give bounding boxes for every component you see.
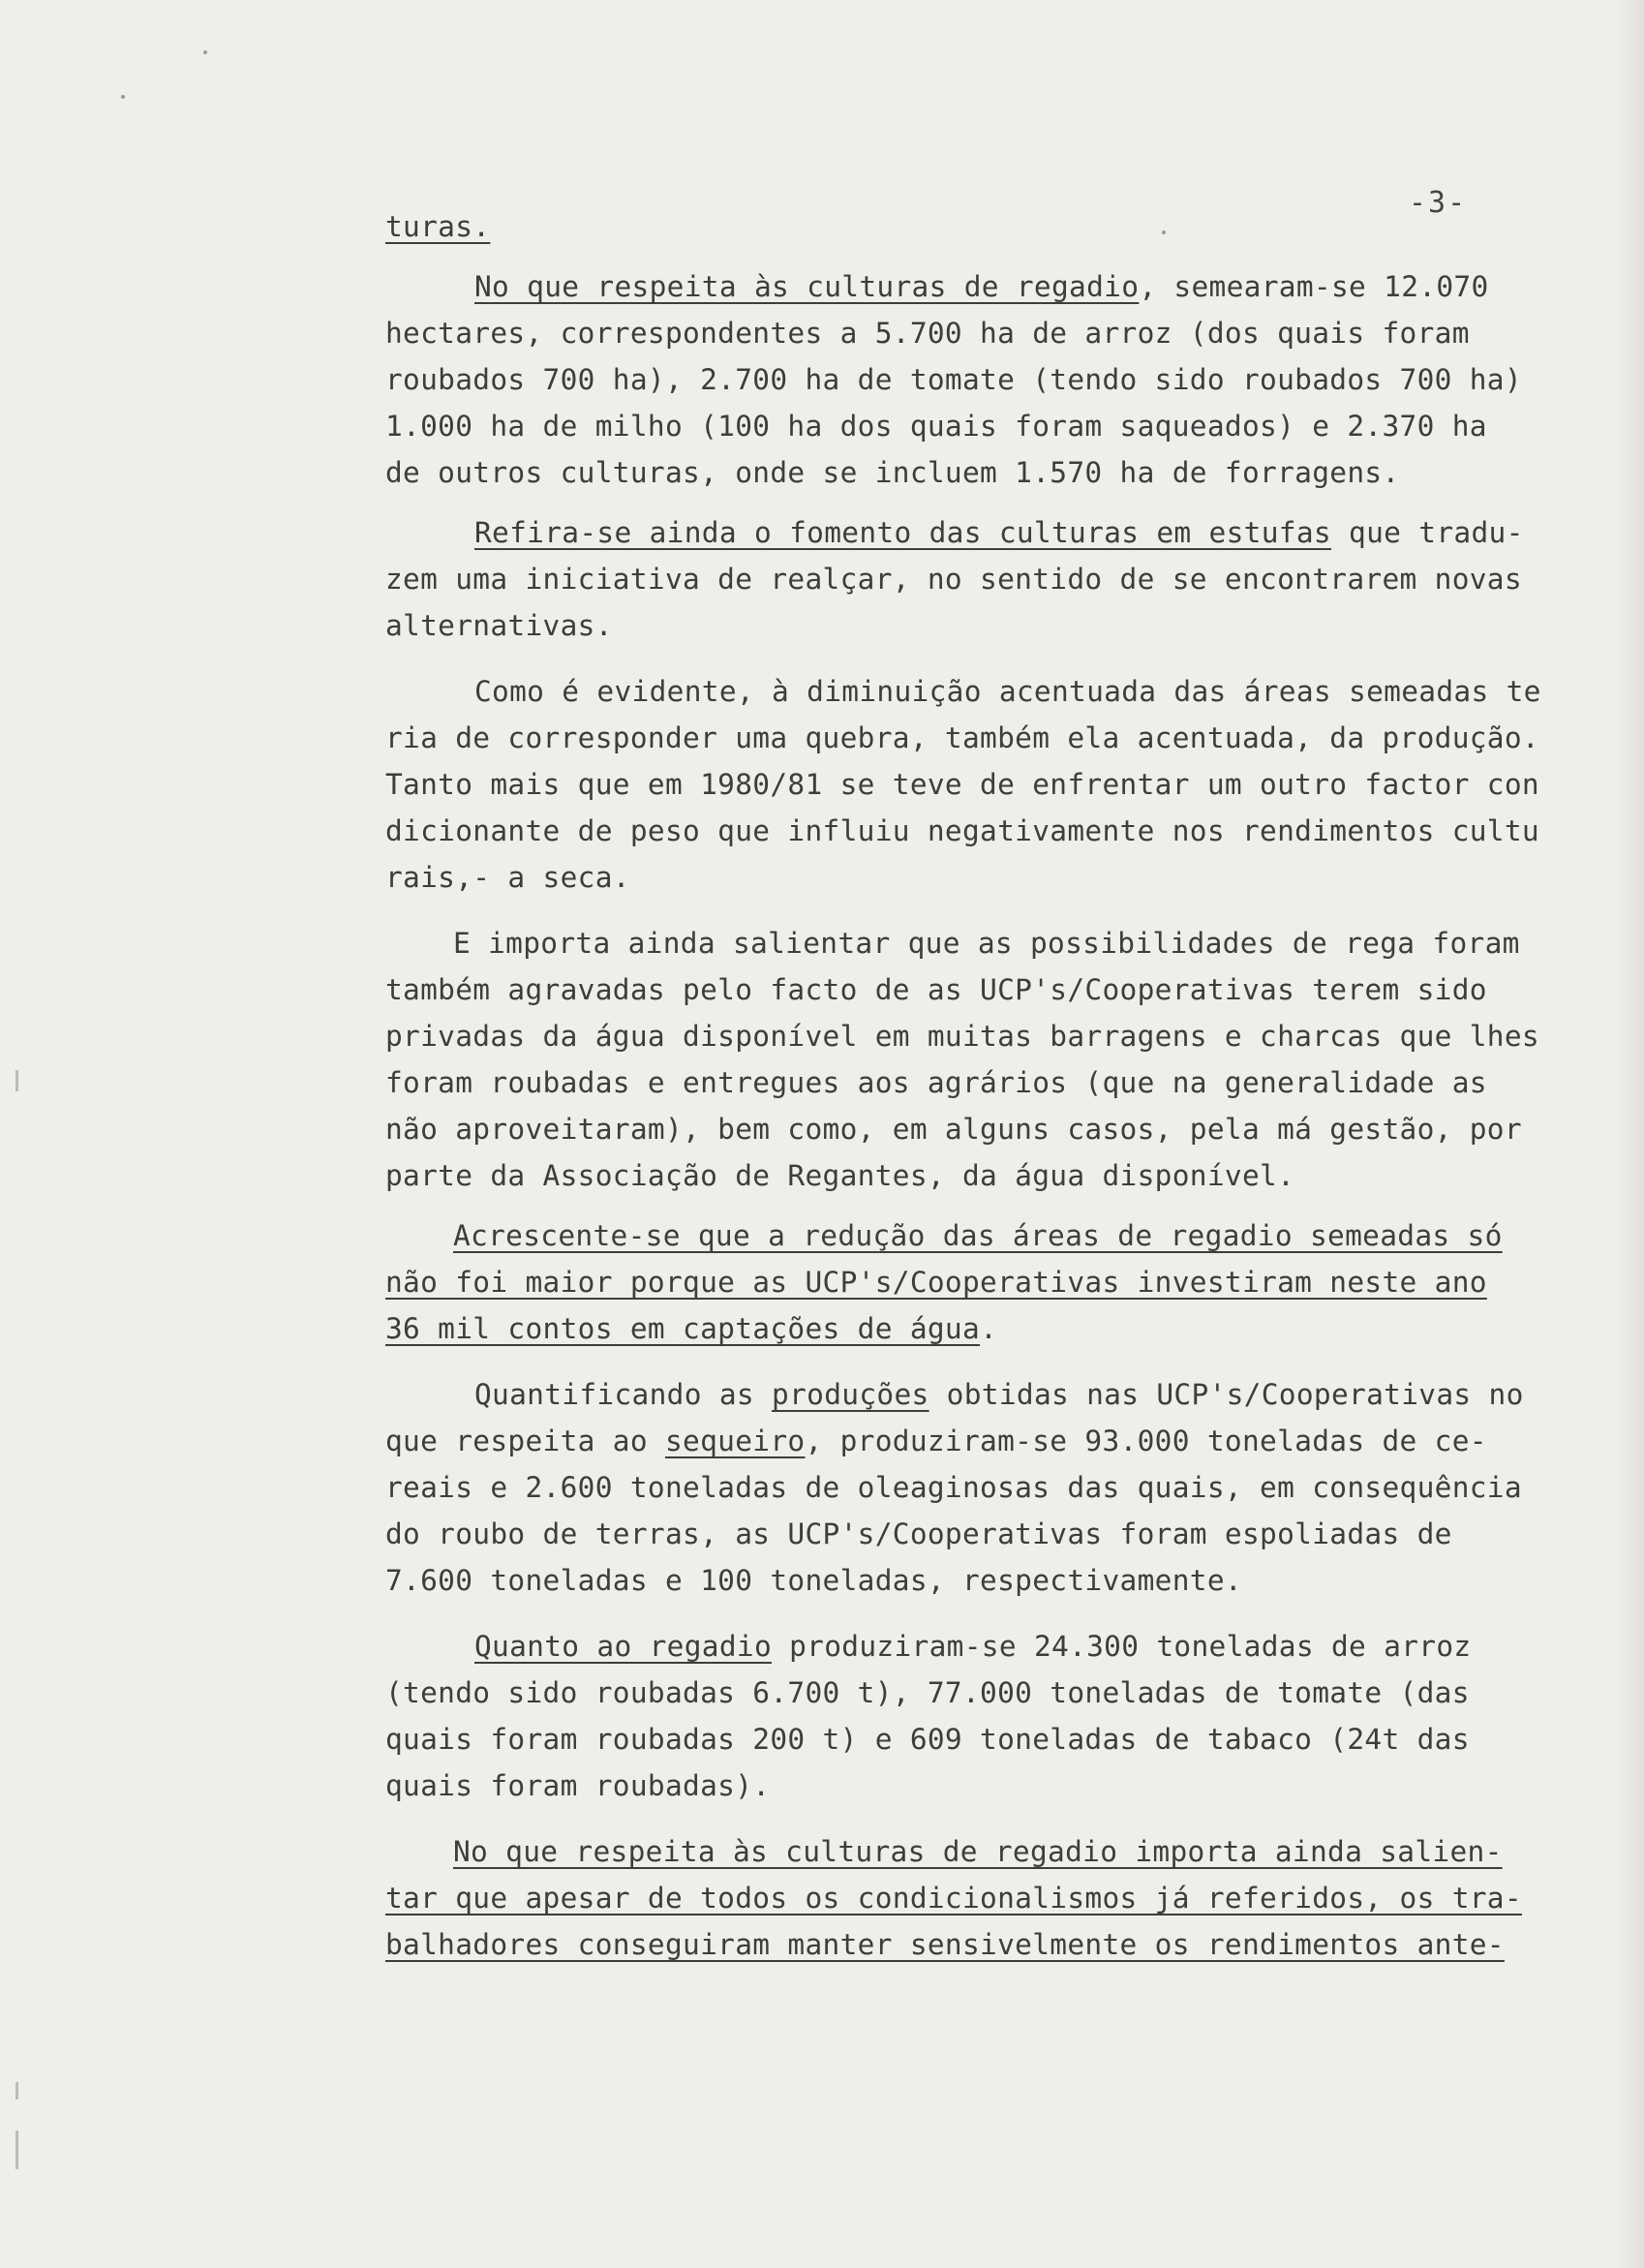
paragraph-investimento	[385, 1212, 1528, 1352]
text-line	[385, 1212, 1528, 1259]
text-line: ria de corresponder uma quebra, também ela acentuada, da produção.	[385, 721, 1539, 754]
text-line: Quanto ao regadio produziram-se 24.300 toneladas de arroz	[474, 1630, 1472, 1663]
underlined-text: não foi maior porque as UCP's/Cooperativas investiram neste ano	[385, 1266, 1487, 1299]
paragraph-rega	[385, 920, 1539, 1199]
text-line	[385, 1875, 1528, 1921]
text-line: de outros culturas, onde se incluem 1.570 ha de forragens.	[385, 456, 1400, 489]
text-line: quais foram roubadas 200 t) e 609 toneladas de tabaco (24t das	[385, 1723, 1470, 1756]
text-line: No que respeita às culturas de regadio, semearam-se 12.070	[474, 270, 1489, 303]
text-line	[385, 1921, 1528, 1968]
text-line	[385, 203, 1528, 250]
paper-speck	[203, 50, 207, 54]
margin-mark	[15, 1070, 18, 1091]
underlined-text: turas.	[385, 210, 491, 243]
text-line: também agravadas pelo facto de as UCP's/Cooperativas terem sido	[385, 973, 1487, 1006]
text-line: que respeita ao sequeiro, produziram-se 93.000 toneladas de ce-	[385, 1425, 1487, 1457]
text-line	[385, 1259, 1528, 1305]
page-number: -3-	[1409, 186, 1468, 220]
text-line: quais foram roubadas).	[385, 1769, 771, 1802]
underlined-text: Acrescente-se que a redução das áreas de regadio semeadas só	[453, 1219, 1503, 1252]
text-line: 1.000 ha de milho (100 ha dos quais foram saqueados) e 2.370 ha	[385, 410, 1487, 443]
text-line: Quantificando as produções obtidas nas UCP's/Cooperativas no	[474, 1378, 1524, 1411]
underlined-text: produções	[772, 1378, 929, 1411]
paper-speck	[121, 95, 125, 99]
text-line: 7.600 toneladas e 100 toneladas, respectivamente.	[385, 1564, 1242, 1597]
text-line: hectares, correspondentes a 5.700 ha de arroz (dos quais foram	[385, 317, 1470, 350]
text-line: alternativas.	[385, 609, 613, 642]
underlined-text: 36 mil contos em captações de água	[385, 1312, 981, 1345]
text-line: Como é evidente, à diminuição acentuada das áreas semeadas te	[474, 675, 1541, 708]
paragraph-sequeiro	[385, 1371, 1528, 1604]
underlined-text: balhadores conseguiram manter sensivelmente os rendimentos ante-	[385, 1928, 1505, 1961]
text-line: zem uma iniciativa de realçar, no sentido de se encontrarem novas	[385, 563, 1522, 596]
text-line: Refira-se ainda o fomento das culturas em estufas que tradu-	[474, 516, 1524, 549]
margin-mark	[15, 2082, 18, 2099]
underlined-text: sequeiro	[664, 1425, 806, 1457]
paragraph-seca	[385, 668, 1541, 901]
text-line: E importa ainda salientar que as possibilidades de rega foram	[453, 927, 1520, 960]
paragraph-estufas	[385, 509, 1528, 649]
text-line: rais,- a seca.	[385, 861, 630, 894]
paper-speck	[1162, 230, 1166, 234]
paragraph-regadio-areas	[385, 263, 1528, 496]
margin-mark	[15, 2130, 18, 2169]
page-edge-shadow	[1615, 0, 1644, 2268]
underlined-text: Quanto ao regadio	[474, 1630, 773, 1663]
text-line: não aproveitaram), bem como, em alguns casos, pela má gestão, por	[385, 1113, 1522, 1146]
text-line: reais e 2.600 toneladas de oleaginosas das quais, em consequência	[385, 1471, 1522, 1504]
paragraph-regadio-producao	[385, 1623, 1528, 1809]
paragraph-rendimentos	[385, 1828, 1528, 1968]
text-line	[385, 1828, 1528, 1875]
text-line: roubados 700 ha), 2.700 ha de tomate (tendo sido roubados 700 ha)	[385, 363, 1522, 396]
underlined-text: tar que apesar de todos os condicionalismos já referidos, os tra-	[385, 1882, 1522, 1915]
text-line: (tendo sido roubadas 6.700 t), 77.000 toneladas de tomate (das	[385, 1676, 1470, 1709]
underlined-text: No que respeita às culturas de regadio importa ainda salien-	[453, 1835, 1503, 1868]
text-line: Tanto mais que em 1980/81 se teve de enfrentar um outro factor con	[385, 768, 1539, 801]
document-body	[385, 203, 1541, 1968]
underlined-text: Refira-se ainda o fomento das culturas em estufas	[474, 516, 1331, 549]
text-line: foram roubadas e entregues aos agrários (que na generalidade as	[385, 1066, 1487, 1099]
text-line: 36 mil contos em captações de água.	[385, 1312, 998, 1345]
text-line: parte da Associação de Regantes, da água disponível.	[385, 1159, 1295, 1192]
underlined-text: No que respeita às culturas de regadio	[474, 270, 1140, 303]
text-line: do roubo de terras, as UCP's/Cooperativas foram espoliadas de	[385, 1517, 1452, 1550]
text-line: dicionante de peso que influiu negativamente nos rendimentos cultu	[385, 814, 1539, 847]
text-line: privadas da água disponível em muitas barragens e charcas que lhes	[385, 1020, 1539, 1053]
